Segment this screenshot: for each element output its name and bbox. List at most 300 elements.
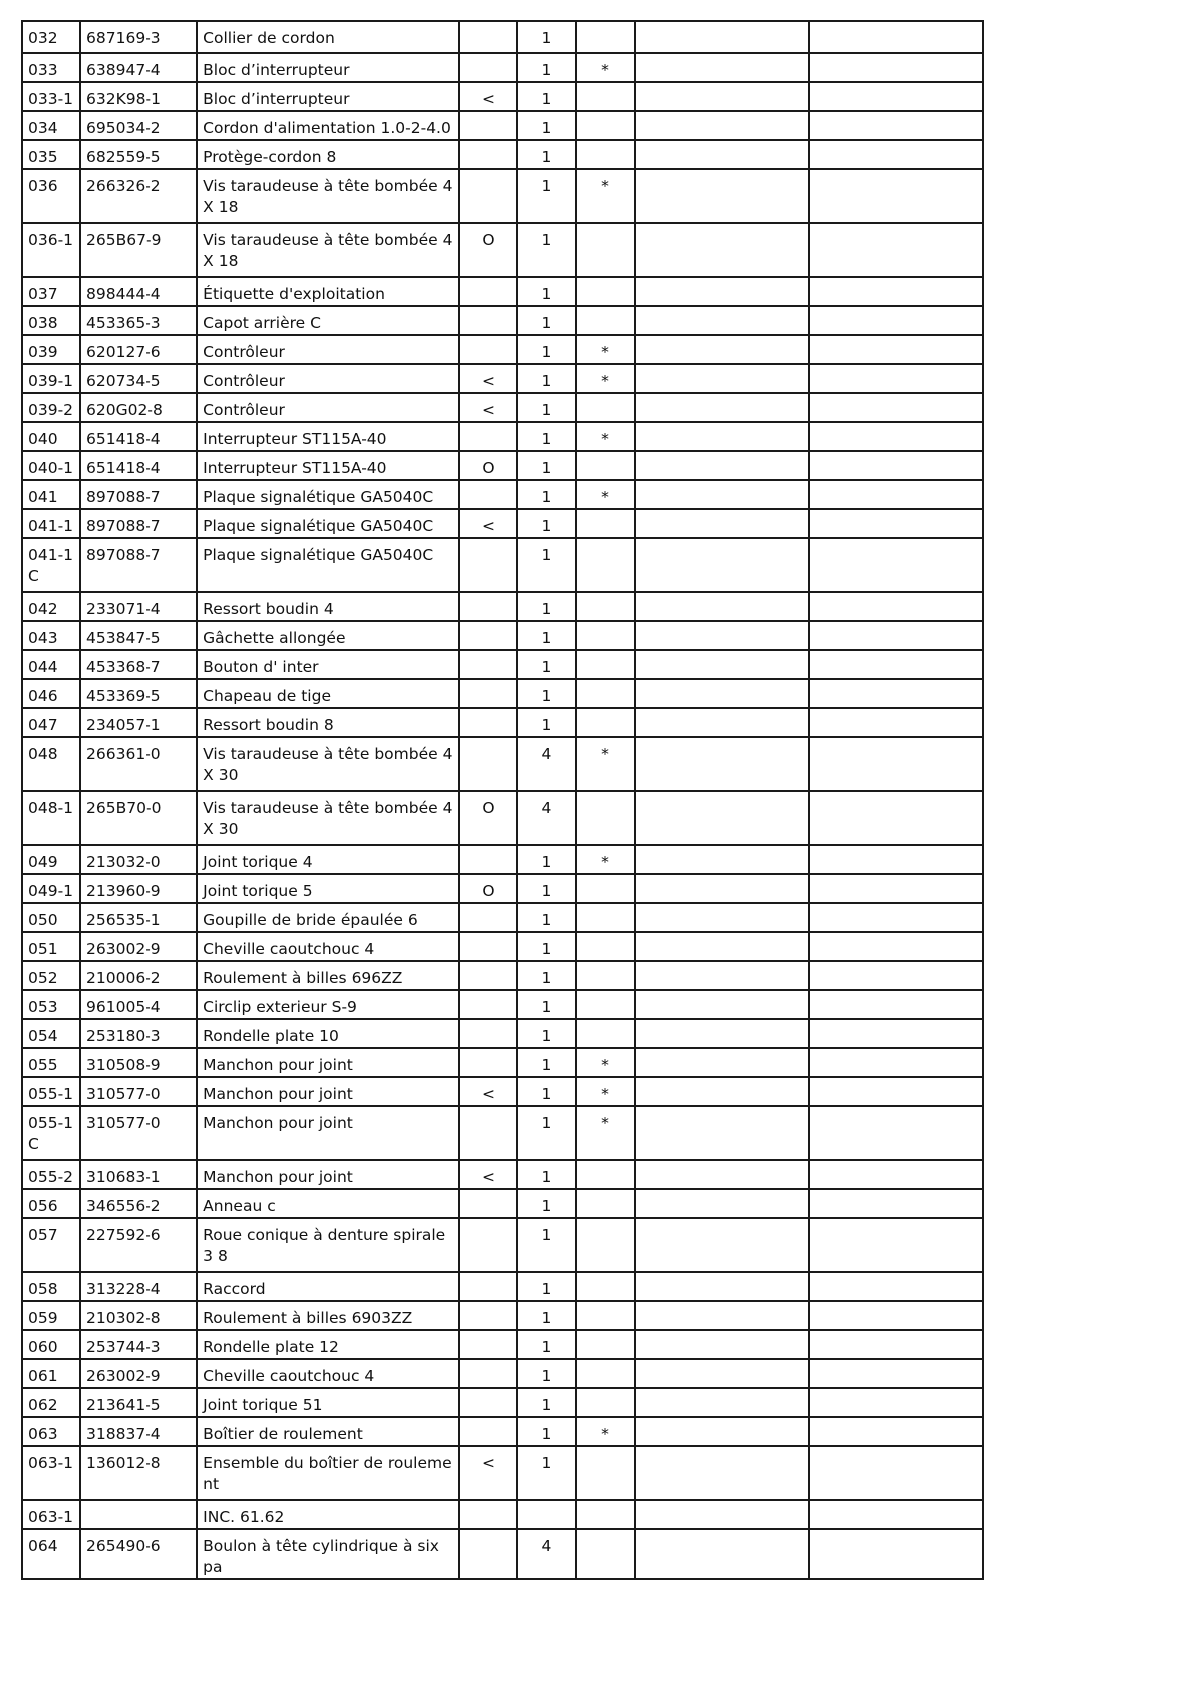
empty-cell: [635, 364, 809, 393]
part-number-cell: 310508-9: [80, 1048, 197, 1077]
ref-cell: 063-1: [22, 1500, 80, 1529]
part-number-cell: 620G02-8: [80, 393, 197, 422]
part-number-cell: 310683-1: [80, 1160, 197, 1189]
ref-cell: 054: [22, 1019, 80, 1048]
change-code-cell: [459, 306, 517, 335]
description-cell: Boîtier de roulement: [197, 1417, 459, 1446]
table-row: [22, 169, 983, 223]
change-code-cell: [459, 1048, 517, 1077]
table-row: [22, 592, 983, 621]
ref-cell: 033: [22, 53, 80, 82]
empty-cell: [809, 592, 983, 621]
ref-cell: 046: [22, 679, 80, 708]
change-code-cell: [459, 1106, 517, 1160]
table-row: [22, 1388, 983, 1417]
empty-cell: [809, 169, 983, 223]
empty-cell: [809, 1388, 983, 1417]
description-cell: Contrôleur: [197, 335, 459, 364]
ref-cell: 042: [22, 592, 80, 621]
description-cell: Bloc d’interrupteur: [197, 82, 459, 111]
table-row: [22, 393, 983, 422]
empty-cell: [635, 451, 809, 480]
parts-table-body: [22, 21, 983, 1579]
empty-cell: [809, 1359, 983, 1388]
change-code-cell: [459, 1417, 517, 1446]
empty-cell: [635, 1359, 809, 1388]
quantity-cell: 1: [517, 21, 575, 53]
description-cell: Plaque signalétique GA5040C: [197, 509, 459, 538]
ref-cell: 055-1 C: [22, 1106, 80, 1160]
ref-cell: 043: [22, 621, 80, 650]
quantity-cell: 1: [517, 932, 575, 961]
description-cell: Manchon pour joint: [197, 1048, 459, 1077]
empty-cell: [635, 21, 809, 53]
description-cell: Étiquette d'exploitation: [197, 277, 459, 306]
quantity-cell: 1: [517, 679, 575, 708]
table-row: [22, 140, 983, 169]
empty-cell: [809, 21, 983, 53]
part-number-cell: 687169-3: [80, 21, 197, 53]
empty-cell: [635, 679, 809, 708]
table-row: [22, 932, 983, 961]
note-cell: *: [576, 1106, 635, 1160]
ref-cell: 053: [22, 990, 80, 1019]
table-row: [22, 451, 983, 480]
part-number-cell: 265B70-0: [80, 791, 197, 845]
note-cell: [576, 1189, 635, 1218]
quantity-cell: 1: [517, 1388, 575, 1417]
change-code-cell: [459, 679, 517, 708]
description-cell: Manchon pour joint: [197, 1077, 459, 1106]
quantity-cell: 1: [517, 393, 575, 422]
quantity-cell: 1: [517, 621, 575, 650]
change-code-cell: [459, 1500, 517, 1529]
empty-cell: [635, 1189, 809, 1218]
empty-cell: [809, 990, 983, 1019]
empty-cell: [635, 1446, 809, 1500]
quantity-cell: 1: [517, 1446, 575, 1500]
parts-table: [21, 20, 984, 1580]
note-cell: *: [576, 364, 635, 393]
empty-cell: [809, 364, 983, 393]
quantity-cell: 1: [517, 169, 575, 223]
change-code-cell: [459, 1189, 517, 1218]
part-number-cell: [80, 1500, 197, 1529]
empty-cell: [635, 1106, 809, 1160]
table-row: [22, 1500, 983, 1529]
part-number-cell: 897088-7: [80, 480, 197, 509]
empty-cell: [809, 1417, 983, 1446]
table-row: [22, 82, 983, 111]
description-cell: Manchon pour joint: [197, 1106, 459, 1160]
note-cell: [576, 650, 635, 679]
change-code-cell: [459, 53, 517, 82]
change-code-cell: [459, 621, 517, 650]
description-cell: Rondelle plate 12: [197, 1330, 459, 1359]
quantity-cell: 1: [517, 708, 575, 737]
quantity-cell: 1: [517, 111, 575, 140]
part-number-cell: 682559-5: [80, 140, 197, 169]
table-row: [22, 21, 983, 53]
note-cell: *: [576, 1048, 635, 1077]
table-row: [22, 874, 983, 903]
table-row: [22, 480, 983, 509]
ref-cell: 055-2: [22, 1160, 80, 1189]
table-row: [22, 1189, 983, 1218]
part-number-cell: 266361-0: [80, 737, 197, 791]
empty-cell: [635, 903, 809, 932]
change-code-cell: O: [459, 791, 517, 845]
table-row: [22, 1330, 983, 1359]
note-cell: [576, 1330, 635, 1359]
empty-cell: [635, 422, 809, 451]
description-cell: Rondelle plate 10: [197, 1019, 459, 1048]
ref-cell: 036-1: [22, 223, 80, 277]
empty-cell: [635, 393, 809, 422]
change-code-cell: [459, 650, 517, 679]
description-cell: Cordon d'alimentation 1.0-2-4.0: [197, 111, 459, 140]
table-row: [22, 1446, 983, 1500]
quantity-cell: 1: [517, 306, 575, 335]
change-code-cell: [459, 1359, 517, 1388]
part-number-cell: 313228-4: [80, 1272, 197, 1301]
empty-cell: [635, 480, 809, 509]
change-code-cell: [459, 1272, 517, 1301]
part-number-cell: 210006-2: [80, 961, 197, 990]
note-cell: [576, 277, 635, 306]
note-cell: [576, 1500, 635, 1529]
note-cell: *: [576, 845, 635, 874]
quantity-cell: 1: [517, 140, 575, 169]
change-code-cell: [459, 1019, 517, 1048]
note-cell: [576, 393, 635, 422]
empty-cell: [809, 1106, 983, 1160]
quantity-cell: 1: [517, 903, 575, 932]
quantity-cell: 1: [517, 223, 575, 277]
empty-cell: [635, 169, 809, 223]
note-cell: *: [576, 335, 635, 364]
change-code-cell: [459, 335, 517, 364]
ref-cell: 052: [22, 961, 80, 990]
table-row: [22, 737, 983, 791]
ref-cell: 034: [22, 111, 80, 140]
empty-cell: [809, 223, 983, 277]
description-cell: Joint torique 5: [197, 874, 459, 903]
description-cell: Chapeau de tige: [197, 679, 459, 708]
empty-cell: [809, 480, 983, 509]
change-code-cell: [459, 932, 517, 961]
change-code-cell: [459, 737, 517, 791]
description-cell: Collier de cordon: [197, 21, 459, 53]
part-number-cell: 897088-7: [80, 538, 197, 592]
empty-cell: [809, 650, 983, 679]
part-number-cell: 318837-4: [80, 1417, 197, 1446]
part-number-cell: 213960-9: [80, 874, 197, 903]
change-code-cell: [459, 845, 517, 874]
table-row: [22, 509, 983, 538]
part-number-cell: 453365-3: [80, 306, 197, 335]
quantity-cell: 1: [517, 845, 575, 874]
empty-cell: [809, 903, 983, 932]
empty-cell: [635, 82, 809, 111]
empty-cell: [635, 538, 809, 592]
ref-cell: 058: [22, 1272, 80, 1301]
table-row: [22, 1272, 983, 1301]
change-code-cell: [459, 1301, 517, 1330]
quantity-cell: 1: [517, 1048, 575, 1077]
note-cell: [576, 708, 635, 737]
part-number-cell: 961005-4: [80, 990, 197, 1019]
table-row: [22, 650, 983, 679]
empty-cell: [809, 1019, 983, 1048]
empty-cell: [809, 1446, 983, 1500]
table-row: [22, 1529, 983, 1579]
quantity-cell: 1: [517, 1330, 575, 1359]
ref-cell: 038: [22, 306, 80, 335]
note-cell: *: [576, 1077, 635, 1106]
description-cell: INC. 61.62: [197, 1500, 459, 1529]
empty-cell: [635, 1388, 809, 1417]
description-cell: Roulement à billes 6903ZZ: [197, 1301, 459, 1330]
change-code-cell: <: [459, 509, 517, 538]
table-row: [22, 1218, 983, 1272]
note-cell: *: [576, 53, 635, 82]
change-code-cell: [459, 480, 517, 509]
ref-cell: 048: [22, 737, 80, 791]
empty-cell: [809, 111, 983, 140]
empty-cell: [809, 708, 983, 737]
quantity-cell: 1: [517, 1417, 575, 1446]
table-row: [22, 1077, 983, 1106]
ref-cell: 039-2: [22, 393, 80, 422]
description-cell: Interrupteur ST115A-40: [197, 422, 459, 451]
part-number-cell: 453369-5: [80, 679, 197, 708]
part-number-cell: 210302-8: [80, 1301, 197, 1330]
description-cell: Roue conique à denture spirale 3 8: [197, 1218, 459, 1272]
note-cell: [576, 1529, 635, 1579]
empty-cell: [809, 1301, 983, 1330]
table-row: [22, 961, 983, 990]
quantity-cell: 1: [517, 874, 575, 903]
ref-cell: 048-1: [22, 791, 80, 845]
empty-cell: [809, 1048, 983, 1077]
empty-cell: [635, 1160, 809, 1189]
empty-cell: [635, 1500, 809, 1529]
empty-cell: [809, 1218, 983, 1272]
note-cell: [576, 1019, 635, 1048]
empty-cell: [635, 1417, 809, 1446]
quantity-cell: 1: [517, 538, 575, 592]
empty-cell: [635, 335, 809, 364]
description-cell: Ressort boudin 8: [197, 708, 459, 737]
empty-cell: [635, 223, 809, 277]
change-code-cell: [459, 961, 517, 990]
quantity-cell: 1: [517, 509, 575, 538]
quantity-cell: 1: [517, 82, 575, 111]
empty-cell: [809, 1160, 983, 1189]
note-cell: [576, 21, 635, 53]
quantity-cell: 1: [517, 1301, 575, 1330]
ref-cell: 060: [22, 1330, 80, 1359]
empty-cell: [809, 621, 983, 650]
table-row: [22, 1359, 983, 1388]
quantity-cell: 1: [517, 1189, 575, 1218]
empty-cell: [635, 845, 809, 874]
part-number-cell: 651418-4: [80, 451, 197, 480]
ref-cell: 056: [22, 1189, 80, 1218]
quantity-cell: 1: [517, 1019, 575, 1048]
table-row: [22, 306, 983, 335]
quantity-cell: 1: [517, 364, 575, 393]
table-row: [22, 1160, 983, 1189]
empty-cell: [809, 509, 983, 538]
part-number-cell: 227592-6: [80, 1218, 197, 1272]
table-row: [22, 708, 983, 737]
empty-cell: [809, 451, 983, 480]
change-code-cell: <: [459, 393, 517, 422]
empty-cell: [635, 650, 809, 679]
quantity-cell: 1: [517, 335, 575, 364]
quantity-cell: 1: [517, 451, 575, 480]
ref-cell: 041: [22, 480, 80, 509]
part-number-cell: 453847-5: [80, 621, 197, 650]
description-cell: Vis taraudeuse à tête bombée 4X 30: [197, 791, 459, 845]
empty-cell: [635, 1019, 809, 1048]
note-cell: [576, 874, 635, 903]
change-code-cell: [459, 1330, 517, 1359]
ref-cell: 035: [22, 140, 80, 169]
description-cell: Anneau c: [197, 1189, 459, 1218]
description-cell: Joint torique 51: [197, 1388, 459, 1417]
note-cell: [576, 679, 635, 708]
table-row: [22, 364, 983, 393]
note-cell: *: [576, 422, 635, 451]
table-row: [22, 679, 983, 708]
note-cell: [576, 903, 635, 932]
ref-cell: 049-1: [22, 874, 80, 903]
description-cell: Ressort boudin 4: [197, 592, 459, 621]
change-code-cell: <: [459, 1160, 517, 1189]
note-cell: [576, 961, 635, 990]
quantity-cell: 4: [517, 737, 575, 791]
ref-cell: 061: [22, 1359, 80, 1388]
note-cell: [576, 223, 635, 277]
empty-cell: [635, 1218, 809, 1272]
quantity-cell: 1: [517, 480, 575, 509]
description-cell: Vis taraudeuse à tête bombée 4X 30: [197, 737, 459, 791]
part-number-cell: 256535-1: [80, 903, 197, 932]
description-cell: Cheville caoutchouc 4: [197, 932, 459, 961]
table-row: [22, 1417, 983, 1446]
ref-cell: 055-1: [22, 1077, 80, 1106]
quantity-cell: 1: [517, 277, 575, 306]
quantity-cell: 1: [517, 1272, 575, 1301]
empty-cell: [635, 1529, 809, 1579]
empty-cell: [635, 961, 809, 990]
note-cell: [576, 111, 635, 140]
description-cell: Raccord: [197, 1272, 459, 1301]
description-cell: Boulon à tête cylindrique à six pa: [197, 1529, 459, 1579]
empty-cell: [809, 845, 983, 874]
description-cell: Circlip exterieur S-9: [197, 990, 459, 1019]
empty-cell: [809, 335, 983, 364]
change-code-cell: [459, 708, 517, 737]
part-number-cell: 213032-0: [80, 845, 197, 874]
change-code-cell: <: [459, 364, 517, 393]
quantity-cell: 1: [517, 1359, 575, 1388]
quantity-cell: 1: [517, 961, 575, 990]
empty-cell: [809, 737, 983, 791]
table-row: [22, 791, 983, 845]
description-cell: Joint torique 4: [197, 845, 459, 874]
description-cell: Bouton d' inter: [197, 650, 459, 679]
empty-cell: [635, 1330, 809, 1359]
ref-cell: 051: [22, 932, 80, 961]
empty-cell: [809, 932, 983, 961]
table-row: [22, 277, 983, 306]
note-cell: [576, 1160, 635, 1189]
empty-cell: [809, 82, 983, 111]
description-cell: Gâchette allongée: [197, 621, 459, 650]
part-number-cell: 638947-4: [80, 53, 197, 82]
quantity-cell: 4: [517, 1529, 575, 1579]
part-number-cell: 651418-4: [80, 422, 197, 451]
change-code-cell: O: [459, 223, 517, 277]
description-cell: Manchon pour joint: [197, 1160, 459, 1189]
note-cell: [576, 140, 635, 169]
part-number-cell: 620127-6: [80, 335, 197, 364]
description-cell: Plaque signalétique GA5040C: [197, 480, 459, 509]
part-number-cell: 897088-7: [80, 509, 197, 538]
note-cell: [576, 538, 635, 592]
note-cell: [576, 1218, 635, 1272]
table-row: [22, 990, 983, 1019]
table-row: [22, 845, 983, 874]
quantity-cell: 1: [517, 53, 575, 82]
quantity-cell: 1: [517, 592, 575, 621]
quantity-cell: 4: [517, 791, 575, 845]
quantity-cell: 1: [517, 650, 575, 679]
quantity-cell: 1: [517, 1160, 575, 1189]
note-cell: [576, 990, 635, 1019]
empty-cell: [635, 990, 809, 1019]
table-row: [22, 1106, 983, 1160]
empty-cell: [635, 874, 809, 903]
description-cell: Vis taraudeuse à tête bombée 4X 18: [197, 169, 459, 223]
empty-cell: [635, 509, 809, 538]
empty-cell: [635, 708, 809, 737]
note-cell: *: [576, 737, 635, 791]
part-number-cell: 620734-5: [80, 364, 197, 393]
empty-cell: [635, 1077, 809, 1106]
ref-cell: 047: [22, 708, 80, 737]
empty-cell: [635, 932, 809, 961]
change-code-cell: [459, 111, 517, 140]
ref-cell: 037: [22, 277, 80, 306]
ref-cell: 057: [22, 1218, 80, 1272]
ref-cell: 063-1: [22, 1446, 80, 1500]
description-cell: Goupille de bride épaulée 6: [197, 903, 459, 932]
description-cell: Contrôleur: [197, 364, 459, 393]
ref-cell: 044: [22, 650, 80, 679]
empty-cell: [809, 277, 983, 306]
empty-cell: [635, 592, 809, 621]
change-code-cell: O: [459, 874, 517, 903]
table-row: [22, 111, 983, 140]
table-row: [22, 223, 983, 277]
empty-cell: [635, 1048, 809, 1077]
empty-cell: [635, 737, 809, 791]
